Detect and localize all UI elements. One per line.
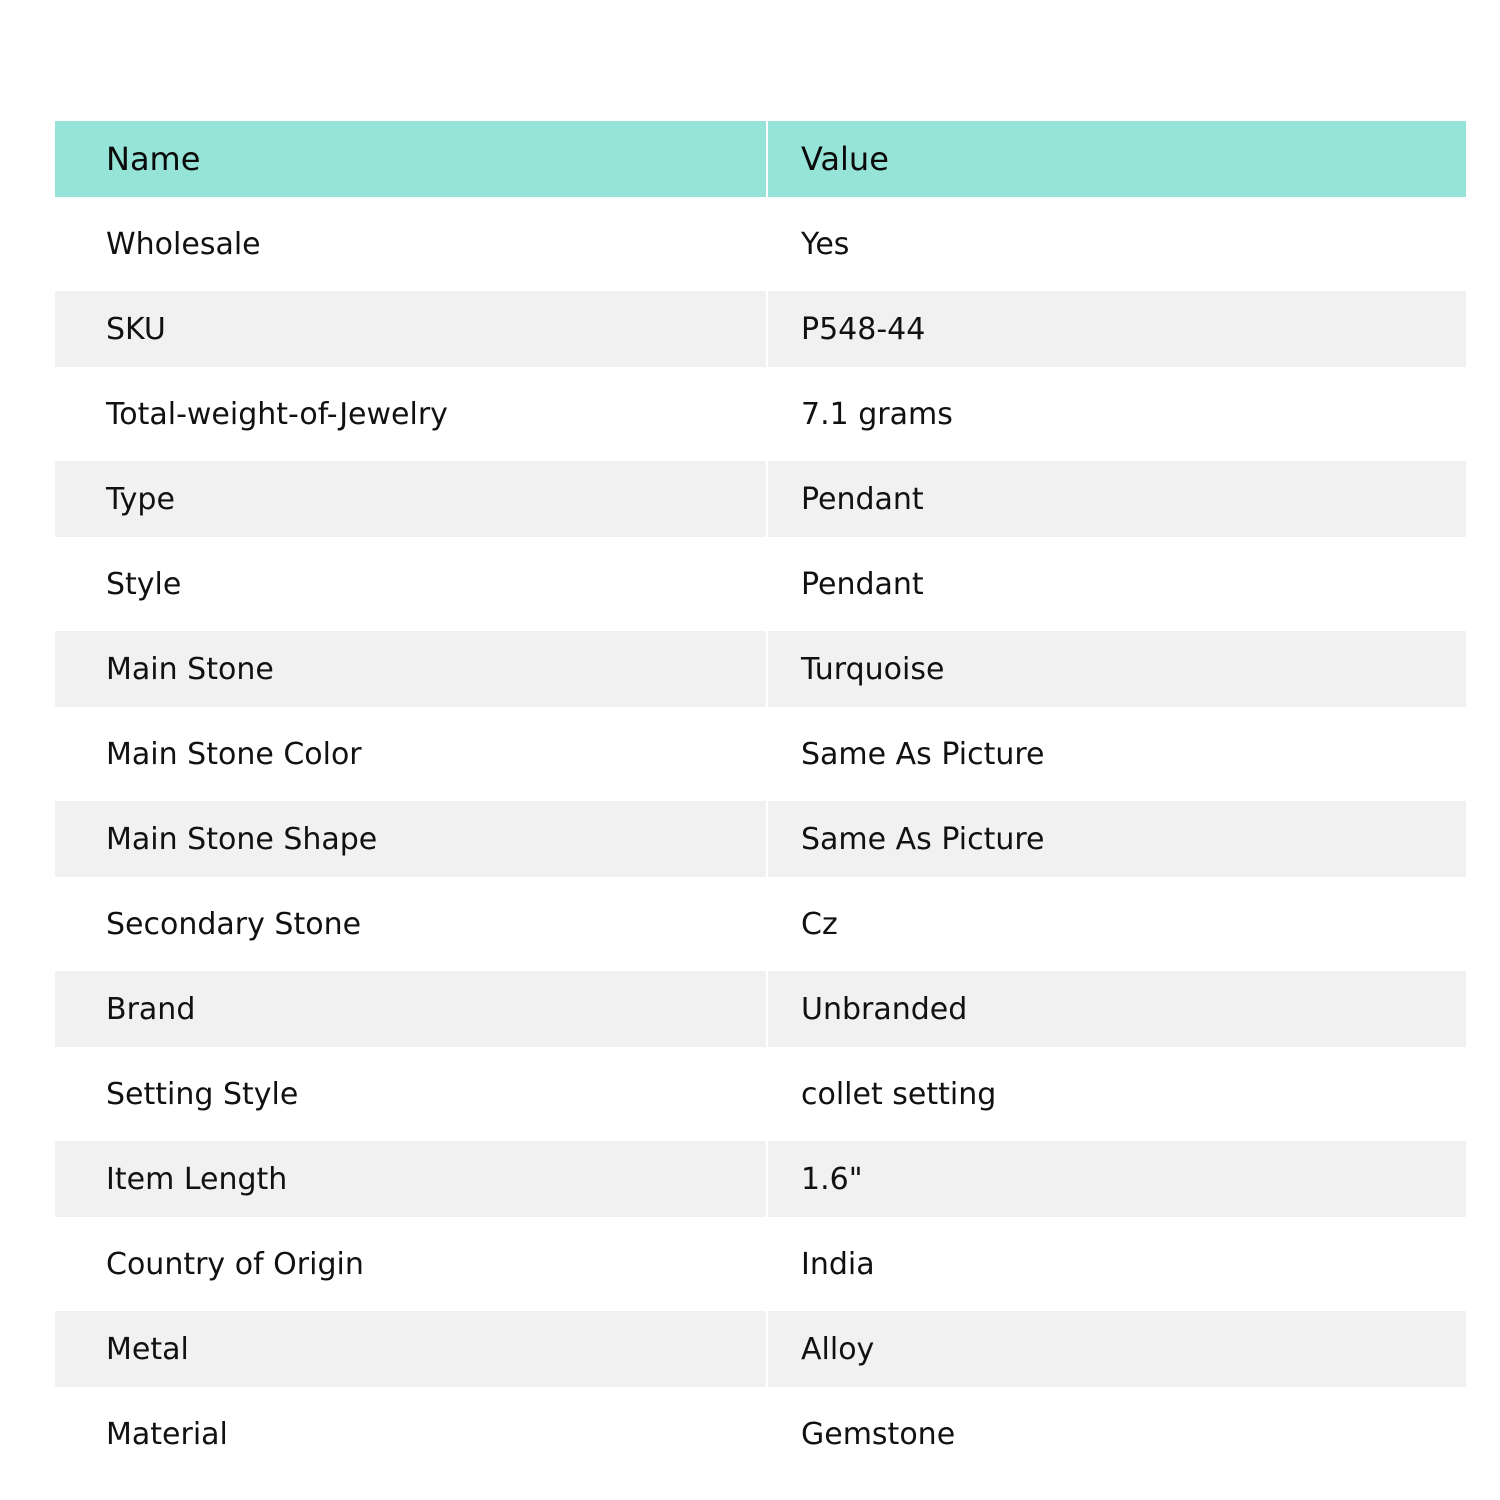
row-name: Country of Origin xyxy=(55,1217,766,1311)
table-row xyxy=(55,971,1466,1047)
row-name: Setting Style xyxy=(55,1047,766,1141)
row-name: Main Stone Color xyxy=(55,707,766,801)
row-value: Same As Picture xyxy=(768,707,1466,801)
row-name: Main Stone xyxy=(55,631,766,707)
table-row xyxy=(55,877,1466,971)
table-row xyxy=(55,291,1466,367)
row-value: India xyxy=(768,1217,1466,1311)
header-name: Name xyxy=(55,121,766,197)
row-value: Unbranded xyxy=(768,971,1466,1047)
table-row xyxy=(55,1311,1466,1387)
row-value: 7.1 grams xyxy=(768,367,1466,461)
row-name: Style xyxy=(55,537,766,631)
row-value: Yes xyxy=(768,197,1466,291)
row-name: Secondary Stone xyxy=(55,877,766,971)
table-row xyxy=(55,461,1466,537)
table-body xyxy=(55,197,1466,1481)
row-value: Alloy xyxy=(768,1311,1466,1387)
row-value: Cz xyxy=(768,877,1466,971)
row-name: Brand xyxy=(55,971,766,1047)
table-row xyxy=(55,1387,1466,1481)
row-value: collet setting xyxy=(768,1047,1466,1141)
row-value: Turquoise xyxy=(768,631,1466,707)
row-name: SKU xyxy=(55,291,766,367)
table-row xyxy=(55,537,1466,631)
row-value: P548-44 xyxy=(768,291,1466,367)
row-value: Pendant xyxy=(768,537,1466,631)
row-name: Main Stone Shape xyxy=(55,801,766,877)
table-row xyxy=(55,801,1466,877)
row-name: Metal xyxy=(55,1311,766,1387)
header-value: Value xyxy=(768,121,1466,197)
table-row xyxy=(55,1217,1466,1311)
row-name: Material xyxy=(55,1387,766,1481)
table-row xyxy=(55,631,1466,707)
table-row xyxy=(55,1141,1466,1217)
row-value: Gemstone xyxy=(768,1387,1466,1481)
row-name: Total-weight-of-Jewelry xyxy=(55,367,766,461)
row-name: Item Length xyxy=(55,1141,766,1217)
table-header-row xyxy=(55,121,1466,197)
table-row xyxy=(55,1047,1466,1141)
row-name: Wholesale xyxy=(55,197,766,291)
row-name: Type xyxy=(55,461,766,537)
row-value: Same As Picture xyxy=(768,801,1466,877)
spec-table xyxy=(55,121,1466,1481)
row-value: Pendant xyxy=(768,461,1466,537)
row-value: 1.6" xyxy=(768,1141,1466,1217)
table-row xyxy=(55,197,1466,291)
table-row xyxy=(55,707,1466,801)
table-row xyxy=(55,367,1466,461)
